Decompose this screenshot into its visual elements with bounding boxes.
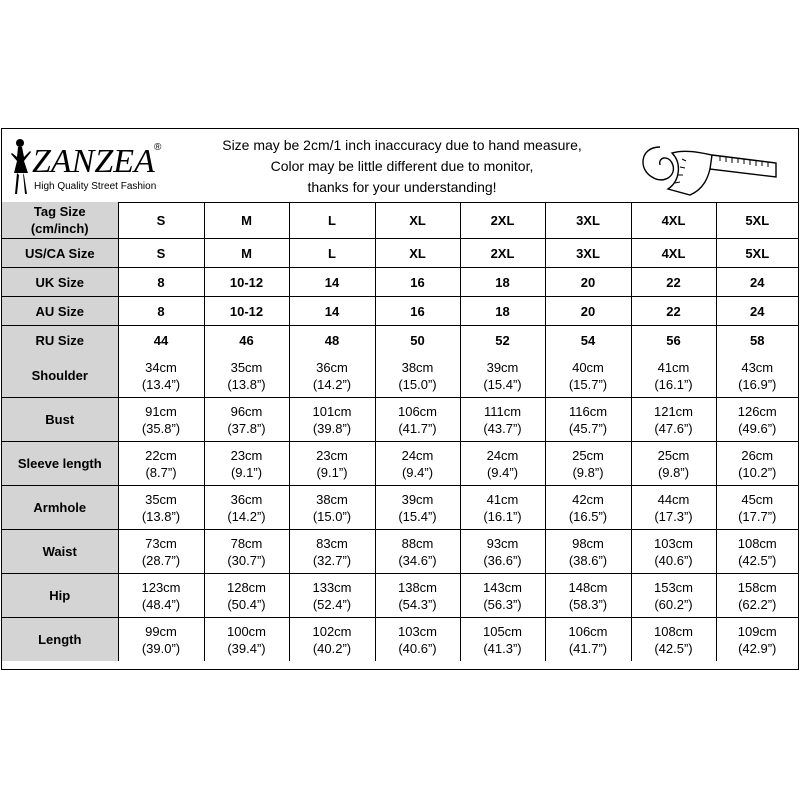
inch-value: (41.3”) — [483, 640, 522, 656]
measurement-notice — [192, 135, 612, 198]
measurement-cell — [460, 618, 545, 662]
cm-value: 25cm — [572, 447, 604, 463]
measurement-cell — [716, 618, 798, 662]
cm-value: 102cm — [312, 623, 352, 639]
size-cell: 4XL — [631, 239, 716, 268]
row-label: Sleeve length — [2, 442, 118, 486]
inch-value: (40.2”) — [312, 640, 352, 656]
measurement-cell — [375, 574, 460, 618]
brand-logo — [6, 137, 176, 197]
measurement-cell — [204, 354, 289, 398]
inch-value: (43.7”) — [483, 420, 522, 436]
size-cell: L — [289, 202, 375, 239]
measurement-cell — [545, 530, 631, 574]
size-cell: 56 — [631, 326, 716, 355]
cm-value: 103cm — [653, 535, 694, 551]
measurement-cell — [545, 354, 631, 398]
size-cell: 2XL — [460, 239, 545, 268]
cm-value: 108cm — [653, 623, 694, 639]
measurement-cell — [204, 530, 289, 574]
inch-value: (14.2”) — [312, 376, 352, 392]
inch-value: (42.9”) — [738, 640, 777, 656]
inch-value: (42.5”) — [738, 552, 777, 568]
measurement-cell — [375, 530, 460, 574]
inch-value: (40.6”) — [654, 552, 693, 568]
cm-value: 99cm — [145, 623, 177, 639]
cm-value: 34cm — [145, 359, 177, 375]
size-row — [2, 297, 798, 326]
measurement-cell — [118, 530, 204, 574]
size-cell: 46 — [204, 326, 289, 355]
inch-value: (35.8”) — [141, 420, 181, 436]
inch-value: (13.8”) — [141, 508, 181, 524]
inch-value: (45.7”) — [568, 420, 608, 436]
size-cell: 14 — [289, 297, 375, 326]
inch-value: (58.3”) — [568, 596, 608, 612]
cm-value: 121cm — [653, 403, 694, 419]
cm-value: 100cm — [226, 623, 267, 639]
cm-value: 83cm — [316, 535, 348, 551]
row-label — [2, 326, 118, 355]
cm-value: 73cm — [145, 535, 177, 551]
registered-mark: ® — [154, 142, 162, 153]
cm-value: 138cm — [397, 579, 438, 595]
cm-value: 26cm — [741, 447, 774, 463]
inch-value: (9.8”) — [572, 464, 604, 480]
measurement-cell — [289, 574, 375, 618]
measurement-cell — [460, 398, 545, 442]
size-cell: 5XL — [716, 239, 798, 268]
size-cell: 2XL — [460, 202, 545, 239]
inch-value: (39.8”) — [312, 420, 352, 436]
inch-value: (56.3”) — [483, 596, 522, 612]
measuring-tape-icon — [630, 133, 780, 199]
row-label — [2, 239, 118, 268]
measurement-cell — [631, 398, 716, 442]
inch-value: (38.6”) — [568, 552, 608, 568]
measurement-cell — [204, 618, 289, 662]
cm-value: 23cm — [230, 447, 263, 463]
inch-value: (15.4”) — [483, 376, 522, 392]
cm-value: 42cm — [572, 491, 604, 507]
row-label-text: (cm/inch) — [30, 221, 89, 236]
cm-value: 35cm — [230, 359, 263, 375]
inch-value: (9.8”) — [657, 464, 690, 480]
cm-value: 101cm — [312, 403, 352, 419]
size-cell: 8 — [118, 297, 204, 326]
measurement-cell — [118, 486, 204, 530]
cm-value: 36cm — [316, 359, 348, 375]
size-cell: 14 — [289, 268, 375, 297]
size-cell: 4XL — [631, 202, 716, 239]
inch-value: (13.4”) — [141, 376, 181, 392]
inch-value: (36.6”) — [483, 552, 522, 568]
row-label: Hip — [2, 574, 118, 618]
size-cell: 52 — [460, 326, 545, 355]
cm-value: 78cm — [230, 535, 263, 551]
cm-value: 24cm — [401, 447, 434, 463]
size-cell: 22 — [631, 297, 716, 326]
inch-value: (9.1”) — [230, 464, 263, 480]
cm-value: 103cm — [397, 623, 438, 639]
size-cell: 58 — [716, 326, 798, 355]
chart-header — [2, 129, 798, 203]
cm-value: 40cm — [572, 359, 604, 375]
cm-value: 41cm — [657, 359, 690, 375]
measurement-cell — [716, 398, 798, 442]
row-label-text: UK Size — [35, 274, 84, 290]
cm-value: 98cm — [572, 535, 604, 551]
cm-value: 148cm — [568, 579, 608, 595]
measurement-cell — [631, 574, 716, 618]
cm-value: 153cm — [653, 579, 694, 595]
measurement-cell — [375, 398, 460, 442]
size-table — [2, 202, 798, 661]
inch-value: (28.7”) — [141, 552, 181, 568]
measurement-cell — [375, 486, 460, 530]
measurement-cell — [545, 618, 631, 662]
measurement-row — [2, 486, 798, 530]
cm-value: 106cm — [397, 403, 438, 419]
inch-value: (9.1”) — [316, 464, 348, 480]
inch-value: (8.7”) — [145, 464, 177, 480]
measurement-cell — [375, 442, 460, 486]
cm-value: 111cm — [483, 403, 522, 419]
measurement-cell — [289, 354, 375, 398]
inch-value: (15.7”) — [568, 376, 608, 392]
measurement-cell — [716, 442, 798, 486]
cm-value: 106cm — [568, 623, 608, 639]
size-chart — [1, 128, 799, 670]
notice-line: Size may be 2cm/1 inch inaccuracy due to hand measure, — [222, 137, 582, 153]
size-cell: 24 — [716, 297, 798, 326]
size-cell: 24 — [716, 268, 798, 297]
inch-value: (52.4”) — [312, 596, 352, 612]
cm-value: 109cm — [737, 623, 777, 639]
row-label — [2, 268, 118, 297]
row-label-text: US/CA Size — [24, 245, 95, 261]
measurement-cell — [716, 530, 798, 574]
size-cell: 8 — [118, 268, 204, 297]
inch-value: (15.0”) — [312, 508, 352, 524]
measurement-cell — [118, 618, 204, 662]
measurement-cell — [289, 618, 375, 662]
inch-value: (17.7”) — [738, 508, 777, 524]
measurement-cell — [289, 442, 375, 486]
cm-value: 35cm — [145, 491, 177, 507]
cm-value: 23cm — [316, 447, 348, 463]
measurement-cell — [716, 354, 798, 398]
size-row — [2, 239, 798, 268]
size-cell: 18 — [460, 297, 545, 326]
cm-value: 25cm — [657, 447, 690, 463]
cm-value: 24cm — [486, 447, 519, 463]
measurement-cell — [460, 354, 545, 398]
measurement-cell — [460, 530, 545, 574]
cm-value: 45cm — [741, 491, 774, 507]
inch-value: (30.7”) — [227, 552, 266, 568]
size-cell: 18 — [460, 268, 545, 297]
notice-line: thanks for your understanding! — [307, 179, 497, 195]
row-label: Length — [2, 618, 118, 662]
measurement-row — [2, 530, 798, 574]
measurement-cell — [118, 398, 204, 442]
cm-value: 43cm — [741, 359, 774, 375]
measurement-cell — [204, 486, 289, 530]
inch-value: (15.4”) — [398, 508, 437, 524]
row-label: Bust — [2, 398, 118, 442]
size-cell: 22 — [631, 268, 716, 297]
cm-value: 158cm — [737, 579, 777, 595]
inch-value: (48.4”) — [141, 596, 181, 612]
measurement-row — [2, 618, 798, 662]
cm-value: 128cm — [226, 579, 267, 595]
size-cell: XL — [375, 239, 460, 268]
inch-value: (16.1”) — [654, 376, 693, 392]
size-cell: M — [204, 239, 289, 268]
measurement-cell — [118, 354, 204, 398]
cm-value: 123cm — [141, 579, 181, 595]
notice-line: Color may be little different due to monitor, — [270, 158, 534, 174]
inch-value: (62.2”) — [738, 596, 777, 612]
measurement-cell — [716, 574, 798, 618]
row-label — [2, 297, 118, 326]
row-label: Waist — [2, 530, 118, 574]
inch-value: (40.6”) — [398, 640, 437, 656]
measurement-cell — [631, 618, 716, 662]
inch-value: (54.3”) — [398, 596, 437, 612]
measurement-cell — [204, 442, 289, 486]
measurement-cell — [545, 574, 631, 618]
cm-value: 36cm — [230, 491, 263, 507]
size-cell: 48 — [289, 326, 375, 355]
row-label — [2, 202, 118, 239]
row-label: Shoulder — [2, 354, 118, 398]
measurement-cell — [204, 574, 289, 618]
brand-name: ZANZEA — [32, 143, 155, 180]
size-cell: S — [118, 202, 204, 239]
inch-value: (16.1”) — [483, 508, 522, 524]
cm-value: 39cm — [401, 491, 434, 507]
measurement-cell — [289, 530, 375, 574]
size-row — [2, 202, 798, 239]
cm-value: 91cm — [145, 403, 177, 419]
cm-value: 93cm — [486, 535, 519, 551]
inch-value: (32.7”) — [312, 552, 352, 568]
size-cell: L — [289, 239, 375, 268]
inch-value: (41.7”) — [398, 420, 437, 436]
cm-value: 41cm — [486, 491, 519, 507]
row-label-text: Tag Size — [33, 204, 86, 219]
inch-value: (41.7”) — [568, 640, 608, 656]
inch-value: (15.0”) — [398, 376, 437, 392]
inch-value: (10.2”) — [738, 464, 777, 480]
measurement-row — [2, 574, 798, 618]
row-label-text: RU Size — [35, 332, 84, 348]
inch-value: (16.5”) — [568, 508, 608, 524]
measurement-cell — [460, 486, 545, 530]
measurement-row — [2, 442, 798, 486]
measurement-cell — [545, 486, 631, 530]
size-cell: 50 — [375, 326, 460, 355]
row-label-text: AU Size — [35, 303, 84, 319]
measurement-cell — [118, 574, 204, 618]
inch-value: (60.2”) — [654, 596, 693, 612]
measurement-cell — [460, 574, 545, 618]
measurement-cell — [631, 354, 716, 398]
brand-tagline: High Quality Street Fashion — [34, 181, 157, 192]
cm-value: 44cm — [657, 491, 690, 507]
cm-value: 126cm — [737, 403, 777, 419]
cm-value: 105cm — [482, 623, 523, 639]
measurement-cell — [631, 530, 716, 574]
cm-value: 38cm — [316, 491, 348, 507]
cm-value: 108cm — [737, 535, 777, 551]
inch-value: (13.8”) — [227, 376, 266, 392]
measurement-cell — [375, 354, 460, 398]
size-cell: 10-12 — [204, 297, 289, 326]
size-cell: 44 — [118, 326, 204, 355]
size-cell: 3XL — [545, 202, 631, 239]
measurement-cell — [716, 486, 798, 530]
cm-value: 143cm — [482, 579, 523, 595]
inch-value: (14.2”) — [227, 508, 266, 524]
inch-value: (17.3”) — [654, 508, 693, 524]
inch-value: (9.4”) — [401, 464, 434, 480]
cm-value: 88cm — [401, 535, 434, 551]
size-cell: 16 — [375, 297, 460, 326]
row-label: Armhole — [2, 486, 118, 530]
size-cell: 20 — [545, 297, 631, 326]
measurement-cell — [204, 398, 289, 442]
size-cell: 3XL — [545, 239, 631, 268]
measurement-cell — [545, 398, 631, 442]
measurement-cell — [118, 442, 204, 486]
inch-value: (50.4”) — [227, 596, 266, 612]
size-cell: M — [204, 202, 289, 239]
cm-value: 96cm — [230, 403, 263, 419]
inch-value: (39.4”) — [227, 640, 266, 656]
size-cell: 10-12 — [204, 268, 289, 297]
size-cell: XL — [375, 202, 460, 239]
inch-value: (49.6”) — [738, 420, 777, 436]
size-cell: 54 — [545, 326, 631, 355]
inch-value: (39.0”) — [141, 640, 181, 656]
measurement-cell — [631, 442, 716, 486]
measurement-cell — [289, 398, 375, 442]
cm-value: 133cm — [312, 579, 352, 595]
size-cell: 5XL — [716, 202, 798, 239]
measurement-row — [2, 398, 798, 442]
inch-value: (9.4”) — [486, 464, 519, 480]
cm-value: 38cm — [401, 359, 434, 375]
inch-value: (37.8”) — [227, 420, 266, 436]
size-row — [2, 268, 798, 297]
inch-value: (42.5”) — [654, 640, 693, 656]
size-cell: 20 — [545, 268, 631, 297]
measurement-cell — [545, 442, 631, 486]
measurement-cell — [375, 618, 460, 662]
measurement-cell — [460, 442, 545, 486]
inch-value: (47.6”) — [654, 420, 693, 436]
inch-value: (34.6”) — [398, 552, 437, 568]
cm-value: 22cm — [145, 447, 177, 463]
measurement-cell — [631, 486, 716, 530]
measurement-row — [2, 354, 798, 398]
inch-value: (16.9”) — [738, 376, 777, 392]
cm-value: 116cm — [568, 403, 608, 419]
size-cell: S — [118, 239, 204, 268]
size-cell: 16 — [375, 268, 460, 297]
size-row — [2, 326, 798, 355]
measurement-cell — [289, 486, 375, 530]
cm-value: 39cm — [486, 359, 519, 375]
